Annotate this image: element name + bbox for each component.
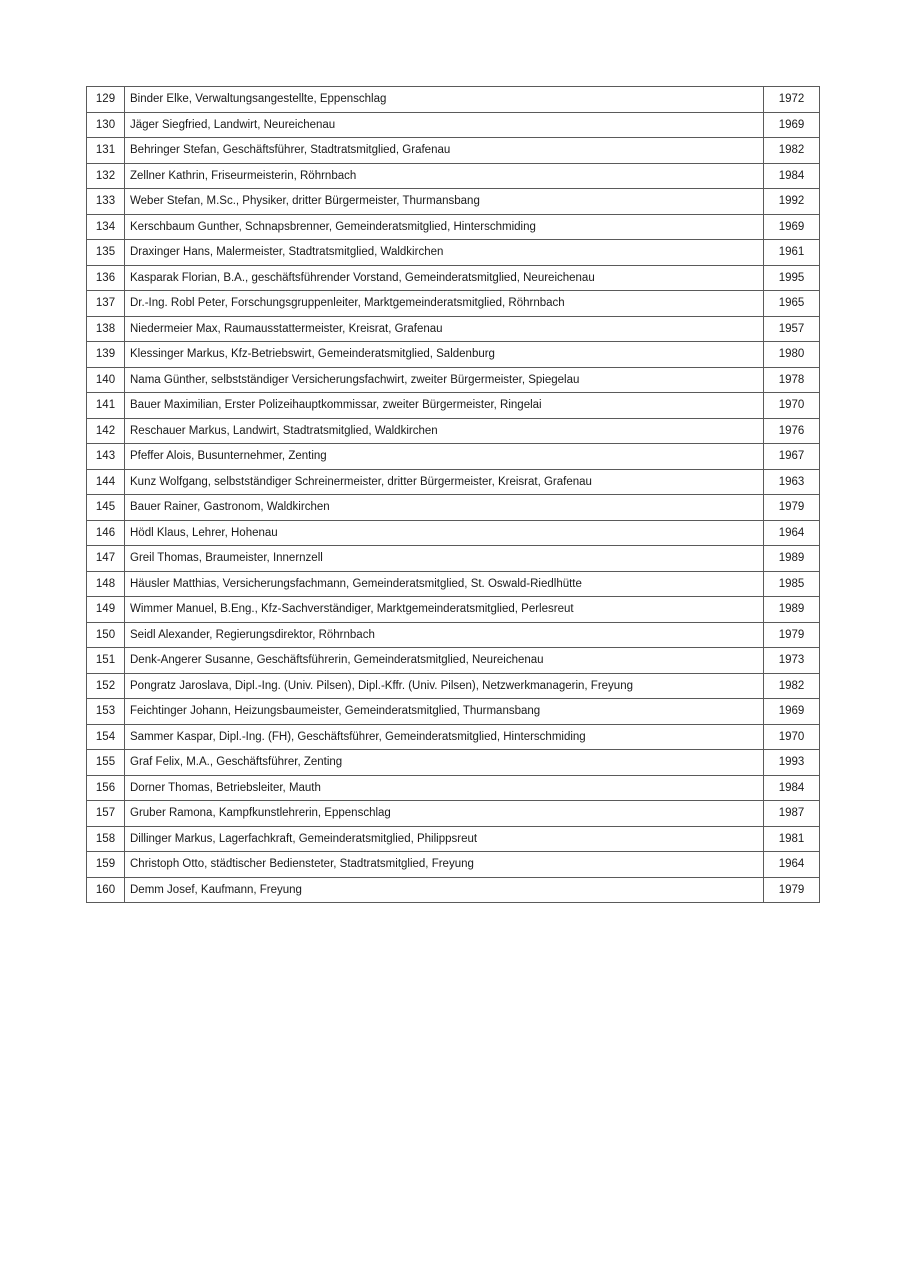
- entry-description: Behringer Stefan, Geschäftsführer, Stadtratsmitglied, Grafenau: [125, 138, 764, 164]
- table-row: [87, 520, 820, 546]
- table-row: [87, 469, 820, 495]
- entry-birth-year: 1965: [764, 291, 820, 317]
- table-row: [87, 801, 820, 827]
- entry-birth-year: 1982: [764, 138, 820, 164]
- entry-number: 144: [87, 469, 125, 495]
- entry-number: 139: [87, 342, 125, 368]
- entry-number: 143: [87, 444, 125, 470]
- entry-birth-year: 1992: [764, 189, 820, 215]
- entry-birth-year: 1964: [764, 852, 820, 878]
- entry-number: 135: [87, 240, 125, 266]
- entry-birth-year: 1969: [764, 214, 820, 240]
- entry-description: Bauer Maximilian, Erster Polizeihauptkommissar, zweiter Bürgermeister, Ringelai: [125, 393, 764, 419]
- entry-birth-year: 1980: [764, 342, 820, 368]
- entry-number: 130: [87, 112, 125, 138]
- entry-number: 158: [87, 826, 125, 852]
- entry-number: 159: [87, 852, 125, 878]
- table-row: [87, 138, 820, 164]
- entry-description: Feichtinger Johann, Heizungsbaumeister, Gemeinderatsmitglied, Thurmansbang: [125, 699, 764, 725]
- entry-number: 131: [87, 138, 125, 164]
- entry-description: Bauer Rainer, Gastronom, Waldkirchen: [125, 495, 764, 521]
- entry-description: Häusler Matthias, Versicherungsfachmann, Gemeinderatsmitglied, St. Oswald-Riedlhütte: [125, 571, 764, 597]
- entry-number: 160: [87, 877, 125, 903]
- table-row: [87, 163, 820, 189]
- entry-description: Christoph Otto, städtischer Bediensteter, Stadtratsmitglied, Freyung: [125, 852, 764, 878]
- table-row: [87, 444, 820, 470]
- entry-number: 138: [87, 316, 125, 342]
- entry-number: 150: [87, 622, 125, 648]
- entry-birth-year: 1970: [764, 393, 820, 419]
- entry-birth-year: 1984: [764, 775, 820, 801]
- entry-number: 146: [87, 520, 125, 546]
- table-row: [87, 597, 820, 623]
- entry-description: Jäger Siegfried, Landwirt, Neureichenau: [125, 112, 764, 138]
- entry-description: Wimmer Manuel, B.Eng., Kfz-Sachverständiger, Marktgemeinderatsmitglied, Perlesreut: [125, 597, 764, 623]
- table-row: [87, 214, 820, 240]
- table-row: [87, 546, 820, 572]
- table-row: [87, 750, 820, 776]
- entry-description: Dorner Thomas, Betriebsleiter, Mauth: [125, 775, 764, 801]
- entry-number: 154: [87, 724, 125, 750]
- table-row: [87, 418, 820, 444]
- entry-birth-year: 1995: [764, 265, 820, 291]
- entry-description: Dr.-Ing. Robl Peter, Forschungsgruppenleiter, Marktgemeinderatsmitglied, Röhrnbach: [125, 291, 764, 317]
- entry-birth-year: 1970: [764, 724, 820, 750]
- entry-birth-year: 1987: [764, 801, 820, 827]
- entry-description: Dillinger Markus, Lagerfachkraft, Gemeinderatsmitglied, Philippsreut: [125, 826, 764, 852]
- entry-number: 134: [87, 214, 125, 240]
- entry-description: Sammer Kaspar, Dipl.-Ing. (FH), Geschäftsführer, Gemeinderatsmitglied, Hinterschmiding: [125, 724, 764, 750]
- entry-birth-year: 1989: [764, 546, 820, 572]
- table-row: [87, 724, 820, 750]
- entry-number: 156: [87, 775, 125, 801]
- entry-birth-year: 1979: [764, 877, 820, 903]
- entry-number: 141: [87, 393, 125, 419]
- entry-birth-year: 1979: [764, 622, 820, 648]
- entry-number: 153: [87, 699, 125, 725]
- entry-number: 129: [87, 87, 125, 113]
- table-row: [87, 852, 820, 878]
- entry-description: Reschauer Markus, Landwirt, Stadtratsmitglied, Waldkirchen: [125, 418, 764, 444]
- table-row: [87, 367, 820, 393]
- entry-number: 133: [87, 189, 125, 215]
- table-row: [87, 240, 820, 266]
- entry-number: 145: [87, 495, 125, 521]
- table-row: [87, 342, 820, 368]
- table-row: [87, 673, 820, 699]
- table-row: [87, 571, 820, 597]
- entry-number: 132: [87, 163, 125, 189]
- entry-description: Zellner Kathrin, Friseurmeisterin, Röhrnbach: [125, 163, 764, 189]
- entry-birth-year: 1976: [764, 418, 820, 444]
- table-row: [87, 699, 820, 725]
- entry-description: Niedermeier Max, Raumausstattermeister, Kreisrat, Grafenau: [125, 316, 764, 342]
- entry-description: Nama Günther, selbstständiger Versicherungsfachwirt, zweiter Bürgermeister, Spiegelau: [125, 367, 764, 393]
- entry-birth-year: 1967: [764, 444, 820, 470]
- entry-birth-year: 1963: [764, 469, 820, 495]
- table-row: [87, 877, 820, 903]
- entry-description: Seidl Alexander, Regierungsdirektor, Röhrnbach: [125, 622, 764, 648]
- entry-birth-year: 1993: [764, 750, 820, 776]
- table-row: [87, 648, 820, 674]
- entry-description: Kerschbaum Gunther, Schnapsbrenner, Gemeinderatsmitglied, Hinterschmiding: [125, 214, 764, 240]
- entry-birth-year: 1982: [764, 673, 820, 699]
- entry-number: 136: [87, 265, 125, 291]
- entry-description: Kasparak Florian, B.A., geschäftsführender Vorstand, Gemeinderatsmitglied, Neureichenau: [125, 265, 764, 291]
- entry-birth-year: 1957: [764, 316, 820, 342]
- entry-number: 142: [87, 418, 125, 444]
- entry-birth-year: 1972: [764, 87, 820, 113]
- entry-description: Graf Felix, M.A., Geschäftsführer, Zenting: [125, 750, 764, 776]
- entry-description: Weber Stefan, M.Sc., Physiker, dritter Bürgermeister, Thurmansbang: [125, 189, 764, 215]
- entry-description: Greil Thomas, Braumeister, Innernzell: [125, 546, 764, 572]
- entry-number: 147: [87, 546, 125, 572]
- table-row: [87, 495, 820, 521]
- entry-description: Gruber Ramona, Kampfkunstlehrerin, Eppenschlag: [125, 801, 764, 827]
- entry-description: Klessinger Markus, Kfz-Betriebswirt, Gemeinderatsmitglied, Saldenburg: [125, 342, 764, 368]
- table-row: [87, 291, 820, 317]
- entry-description: Demm Josef, Kaufmann, Freyung: [125, 877, 764, 903]
- entry-description: Pfeffer Alois, Busunternehmer, Zenting: [125, 444, 764, 470]
- table-row: [87, 112, 820, 138]
- entry-birth-year: 1964: [764, 520, 820, 546]
- entry-birth-year: 1989: [764, 597, 820, 623]
- entry-number: 140: [87, 367, 125, 393]
- entry-birth-year: 1978: [764, 367, 820, 393]
- entry-number: 137: [87, 291, 125, 317]
- table-row: [87, 775, 820, 801]
- entry-description: Draxinger Hans, Malermeister, Stadtratsmitglied, Waldkirchen: [125, 240, 764, 266]
- table-row: [87, 87, 820, 113]
- entry-number: 148: [87, 571, 125, 597]
- table-row: [87, 393, 820, 419]
- table-row: [87, 265, 820, 291]
- table-body: [87, 87, 820, 903]
- entry-description: Pongratz Jaroslava, Dipl.-Ing. (Univ. Pilsen), Dipl.-Kffr. (Univ. Pilsen), Netzwerkmanagerin, Freyung: [125, 673, 764, 699]
- entry-birth-year: 1973: [764, 648, 820, 674]
- entry-number: 149: [87, 597, 125, 623]
- entry-birth-year: 1961: [764, 240, 820, 266]
- entry-birth-year: 1984: [764, 163, 820, 189]
- table-row: [87, 189, 820, 215]
- entry-number: 151: [87, 648, 125, 674]
- entry-number: 152: [87, 673, 125, 699]
- entry-description: Binder Elke, Verwaltungsangestellte, Eppenschlag: [125, 87, 764, 113]
- entry-description: Kunz Wolfgang, selbstständiger Schreinermeister, dritter Bürgermeister, Kreisrat, Grafenau: [125, 469, 764, 495]
- table-row: [87, 316, 820, 342]
- entry-description: Denk-Angerer Susanne, Geschäftsführerin, Gemeinderatsmitglied, Neureichenau: [125, 648, 764, 674]
- entry-birth-year: 1979: [764, 495, 820, 521]
- entry-birth-year: 1985: [764, 571, 820, 597]
- candidate-list-table: [86, 86, 820, 903]
- table-row: [87, 826, 820, 852]
- entry-number: 157: [87, 801, 125, 827]
- entry-description: Hödl Klaus, Lehrer, Hohenau: [125, 520, 764, 546]
- entry-birth-year: 1981: [764, 826, 820, 852]
- entry-birth-year: 1969: [764, 699, 820, 725]
- entry-birth-year: 1969: [764, 112, 820, 138]
- table-row: [87, 622, 820, 648]
- entry-number: 155: [87, 750, 125, 776]
